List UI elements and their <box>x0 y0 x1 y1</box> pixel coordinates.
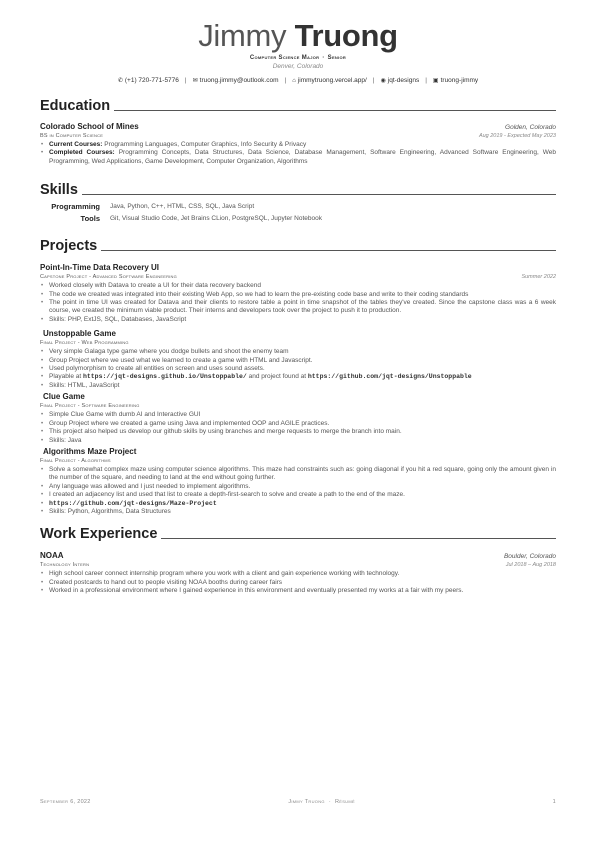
social-separator: | <box>184 77 187 84</box>
resume-page <box>40 18 556 596</box>
list-item: • Group Project where we used what we learned to create a game with HTML and Javascript. <box>49 357 556 365</box>
project-link[interactable]: https://github.com/jqt-designs/Unstoppable <box>307 373 472 381</box>
list-item: • This project also helped us develop our github skills by using branches and merge requests to merge the branch into main. <box>49 428 556 436</box>
phone-icon: ✆ <box>117 78 123 84</box>
list-item: • The code we created was integrated into their existing Web App, so we had to learn the pre-existing code base and write to their coding standards <box>49 291 556 299</box>
section-title: Work Experience <box>40 526 158 543</box>
section-title: Education <box>40 98 111 114</box>
position-major: Computer Science Major <box>249 55 320 61</box>
section-title: Skills <box>40 182 78 199</box>
skill-row <box>40 213 556 225</box>
skill-set: Git, Visual Studio Code, Jet Brains CLion, PostgreSQL, Jupyter Notebook <box>110 215 322 223</box>
github-icon: ◉ <box>380 78 386 84</box>
list-item: • Current Courses: Programming Languages, Computer Graphics, Info Security & Privacy <box>49 141 556 149</box>
social-phone[interactable] <box>118 77 179 84</box>
social-linkedin[interactable] <box>433 77 478 84</box>
list-item: • Worked in a professional environment where I gained experience in this environment and eventually presented my works at a fair with my peers. <box>49 587 556 595</box>
list-item: • Simple Clue Game with dumb AI and Interactive GUI <box>49 411 556 419</box>
section-header <box>40 526 556 542</box>
project-entry <box>40 447 556 516</box>
list-item: • The point in time UI was created for Datava and their clients to restore table a point in time snapshot of the tables they've created. Since the capstone class was a 6 week course, we created the minimum viable product. Their interns and developers took over the project to push it to production. <box>49 299 556 316</box>
social-separator: | <box>425 77 427 84</box>
skills-table <box>40 201 556 225</box>
project-entry <box>40 329 556 390</box>
header-position <box>40 55 556 61</box>
social-info <box>40 77 556 84</box>
list-item: • Very simple Galaga type game where you dodge bullets and shoot the enemy team <box>49 348 556 356</box>
list-item <box>49 500 556 508</box>
project-items <box>40 282 556 324</box>
section-rule <box>82 194 556 195</box>
phone-text: (+1) 720-771-5776 <box>124 77 179 84</box>
social-homepage[interactable] <box>292 77 367 84</box>
linkedin-text: truong-jimmy <box>440 77 479 84</box>
section-header <box>40 98 556 114</box>
project-name: Clue Game <box>43 392 85 402</box>
education-entry <box>40 122 556 166</box>
list-item: • Group Project where we created a game using Java and implemented OOP and AGILE practices. <box>49 420 556 428</box>
position-separator: · <box>322 55 325 61</box>
project-name: Algorithms Maze Project <box>43 446 137 456</box>
position-level: Senior <box>327 55 347 61</box>
list-item: • Playable at https://jqt-designs.github.io/Unstoppable/ and project found at https://github.com/jqt-designs/Unstoppable <box>49 373 556 381</box>
skill-row <box>40 201 556 213</box>
work-org: NOAA <box>40 551 64 561</box>
homepage-text: jimmytruong.vercel.app/ <box>297 77 367 84</box>
project-items <box>40 348 556 390</box>
project-items <box>40 411 556 445</box>
project-position: Capstone Project - Advanced Software Engineering <box>40 274 177 281</box>
footer-center <box>288 799 355 805</box>
project-date: Summer 2022 <box>521 274 556 281</box>
list-item: • Skills: HTML, JavaScript <box>49 382 556 390</box>
page-number: 1 <box>552 799 556 805</box>
skill-type: Programming <box>51 202 100 212</box>
skill-type: Tools <box>80 214 100 224</box>
footer-doc: Résumé <box>334 799 355 805</box>
social-github[interactable] <box>381 77 420 84</box>
skill-set: Java, Python, C++, HTML, CSS, SQL, Java Script <box>110 203 255 211</box>
section-title: Projects <box>40 238 98 255</box>
project-name: Unstoppable Game <box>43 329 116 339</box>
home-icon: ⌂ <box>292 78 296 84</box>
project-items <box>40 466 556 516</box>
list-item: • Worked closely with Datava to create a UI for their data recovery backend <box>49 282 556 290</box>
list-item: • Skills: Python, Algorithms, Data Structures <box>49 508 556 516</box>
education-items <box>40 141 556 166</box>
email-text: truong.jimmy@outlook.com <box>199 77 279 84</box>
skills-section <box>40 182 556 225</box>
first-name: Jimmy <box>198 18 287 53</box>
education-date: Aug 2019 - Expected May 2023 <box>478 133 556 139</box>
list-item: • Skills: PHP, ExtJS, SQL, Databases, JavaScript <box>49 316 556 324</box>
playable-link[interactable]: https://jqt-designs.github.io/Unstoppable/ <box>82 373 247 381</box>
project-name: Point-In-Time Data Recovery UI <box>40 263 159 273</box>
section-rule <box>101 250 556 251</box>
section-header <box>40 238 556 254</box>
school-location: Golden, Colorado <box>505 124 556 131</box>
list-item: • Completed Courses: Programming Concepts, Data Structures, Data Science, Database Management, Software Engineering, Advanced Software Engineering, Web Programming, Wed Applications, Game Development, Computer Organization, Algorithms <box>49 149 556 166</box>
project-entry <box>40 263 556 324</box>
list-item: • I created an adjacency list and used that list to create a depth-first-search to solve and create a path to the end of the maze. <box>49 491 556 499</box>
work-section <box>40 526 556 595</box>
project-position: Final Project - Software Engineering <box>40 403 140 410</box>
list-item: • High school career connect internship program where you work with a client and gain experience working with technology. <box>49 570 556 578</box>
list-item: • Solve a somewhat complex maze using computer science algorithms. This maze had constraints such as: going diagonal if you hit a red square, going only the amount given in the number of the square, and needing to land at the end without going further. <box>49 466 556 483</box>
header-name <box>40 18 556 54</box>
social-email[interactable] <box>193 77 279 84</box>
list-item: • Any language was allowed and I just needed to implement algorithms. <box>49 483 556 491</box>
section-rule <box>161 538 556 539</box>
social-separator: | <box>284 77 287 84</box>
education-section <box>40 98 556 166</box>
degree: BS in Computer Science <box>40 133 104 139</box>
work-items <box>40 570 556 595</box>
social-separator: | <box>372 77 375 84</box>
project-position: Final Project - Algorithms <box>40 457 111 464</box>
last-name: Truong <box>294 18 398 53</box>
email-icon: ✉ <box>192 78 198 84</box>
page-footer <box>40 799 556 805</box>
work-date: Jul 2018 – Aug 2018 <box>505 562 556 569</box>
projects-section <box>40 238 556 516</box>
list-item: • Used polymorphism to create all entities on screen and uses sound assets. <box>49 365 556 373</box>
section-rule <box>114 110 556 111</box>
work-entry <box>40 551 556 595</box>
project-position: Final Project - Web Programming <box>40 340 129 347</box>
school-name: Colorado School of Mines <box>40 122 139 131</box>
list-item: • Skills: Java <box>49 437 556 445</box>
footer-date: September 6, 2022 <box>40 799 91 805</box>
project-entry <box>40 392 556 445</box>
github-text: jqt-designs <box>387 77 420 84</box>
footer-name: Jimmy Truong <box>288 799 325 805</box>
work-location: Boulder, Colorado <box>503 553 556 561</box>
work-position: Technology Intern <box>40 562 90 569</box>
header-address: Denver, Colorado <box>272 63 324 70</box>
section-header <box>40 182 556 198</box>
maze-project-link[interactable]: https://github.com/jqt-designs/Maze-Project <box>49 499 217 507</box>
list-item: • Created postcards to hand out to people visiting NOAA booths during career fairs <box>49 579 556 587</box>
footer-dot: · <box>328 799 331 805</box>
linkedin-icon: ▣ <box>432 78 439 84</box>
